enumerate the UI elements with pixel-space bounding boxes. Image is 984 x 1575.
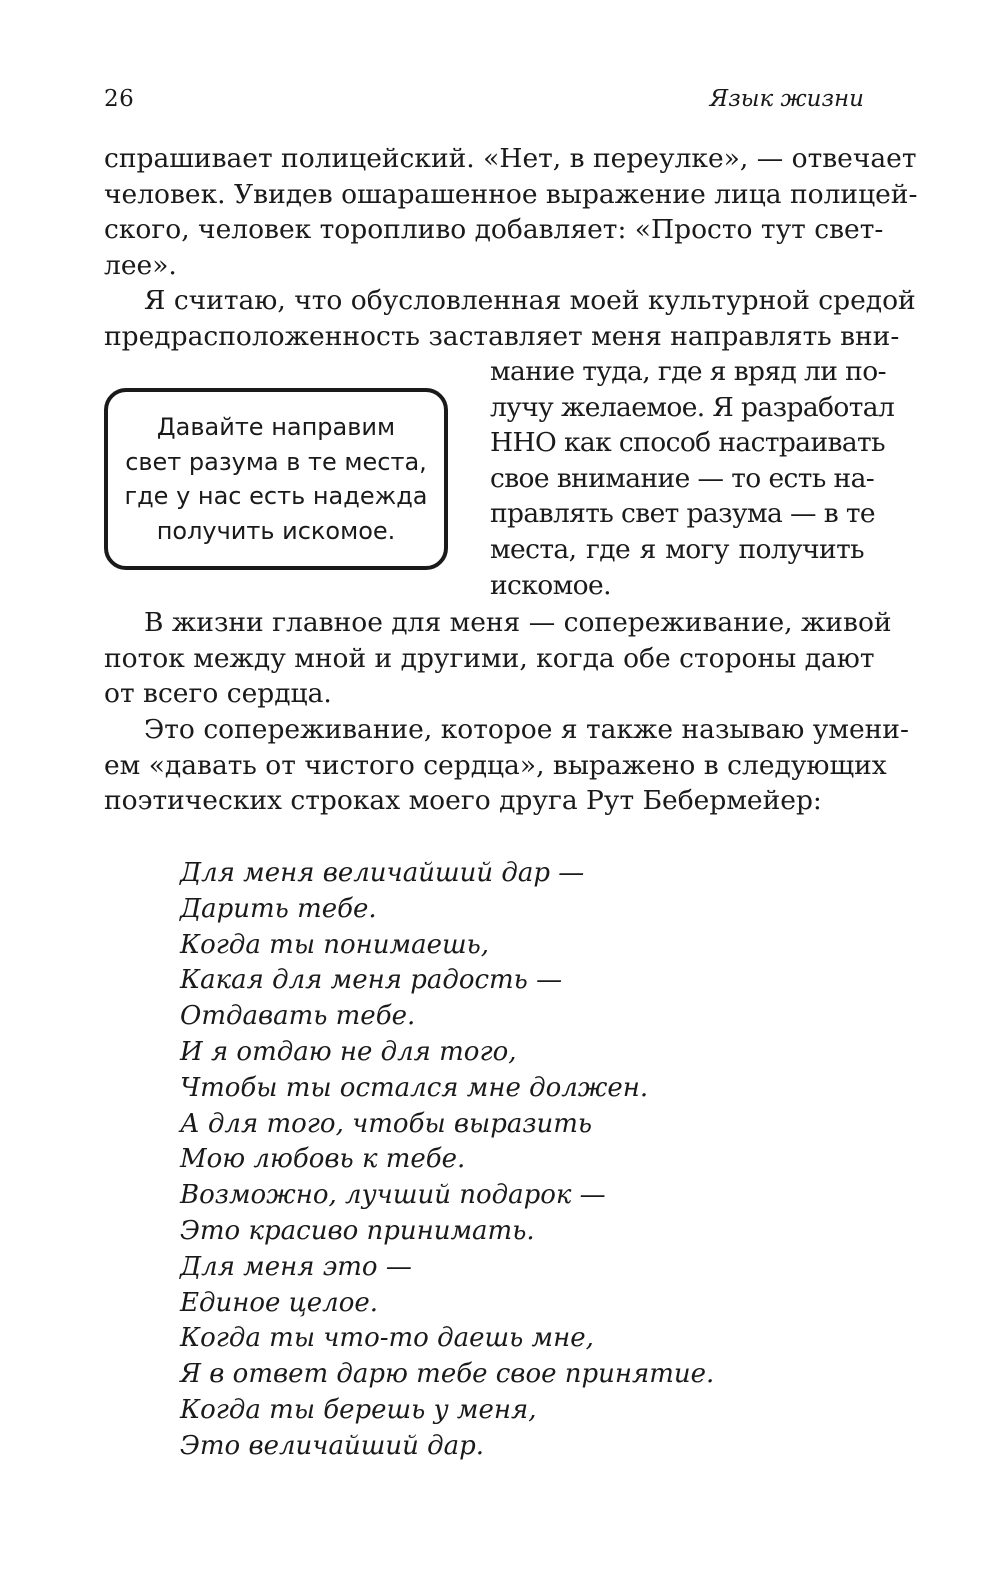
pull-quote-box: [104, 388, 448, 570]
text-line: человек. Увидев ошарашенное выражение лица полицей-: [104, 178, 918, 210]
poem-line: Отдавать тебе.: [180, 1001, 416, 1032]
poem-line: Единое целое.: [180, 1287, 379, 1318]
poem-line: И я отдаю не для того,: [180, 1036, 517, 1067]
text-line: ННО как способ настраивать: [490, 427, 885, 459]
text-line: Я считаю, что обусловленная моей культурной средой: [144, 285, 916, 316]
text-line: В жизни главное для меня — сопереживание, живой: [144, 607, 892, 638]
poem-line: Для меня величайший дар —: [180, 858, 585, 888]
text-line: искомое.: [490, 569, 611, 601]
poem-line: Я в ответ дарю тебе свое принятие.: [180, 1359, 715, 1390]
poem-line: Возможно, лучший подарок —: [180, 1180, 606, 1211]
text-line: правлять свет разума — в те: [490, 498, 875, 530]
poem-line: Мою любовь к тебе.: [180, 1144, 466, 1175]
poem-line: Это красиво принимать.: [180, 1215, 535, 1246]
paragraph-4: [104, 712, 909, 819]
poem-line: Какая для меня радость —: [180, 965, 563, 996]
text-line: места, где я могу получить: [490, 533, 864, 565]
text-line: от всего сердца.: [104, 678, 332, 710]
paragraph-1: [104, 141, 918, 283]
paragraph-2: [104, 283, 916, 354]
poem: [180, 856, 714, 1465]
poem-line: Когда ты понимаешь,: [180, 929, 490, 960]
text-line: Это сопереживание, которое я также называю умени-: [144, 714, 909, 745]
text-line: поэтических строках моего друга Рут Бебермейер:: [104, 785, 822, 817]
pull-quote-line: Давайте направим: [156, 413, 396, 441]
text-line: мание туда, где я вряд ли по-: [490, 356, 886, 387]
text-line: спрашивает полицейский. «Нет, в переулке», — отвечает: [104, 143, 917, 174]
text-line: ем «давать от чистого сердца», выражено в следующих: [104, 749, 887, 781]
text-line: свое внимание — то есть на-: [490, 462, 875, 494]
text-line: предрасположенность заставляет меня направлять вни-: [104, 320, 900, 352]
pull-quote-line: свет разума в те места,: [125, 447, 427, 476]
poem-line: Когда ты берешь у меня,: [180, 1394, 537, 1425]
pull-quote-line: где у нас есть надежда: [124, 482, 428, 510]
paragraph-3: [104, 605, 892, 712]
text-line: лучу желаемое. Я разработал: [490, 391, 895, 423]
text-line: лее».: [104, 249, 177, 281]
page-number: 26: [104, 86, 135, 112]
pull-quote-line: получить искомое.: [156, 516, 396, 545]
page-header: [104, 86, 864, 116]
paragraph-2-wrapped: [490, 354, 895, 603]
poem-line: Когда ты что-то даешь мне,: [180, 1323, 594, 1354]
poem-line: А для того, чтобы выразить: [180, 1108, 593, 1139]
text-line: ского, человек торопливо добавляет: «Просто тут свет-: [104, 214, 884, 246]
poem-line: Для меня это —: [180, 1251, 412, 1282]
poem-line: Чтобы ты остался мне должен.: [180, 1072, 649, 1103]
running-title: Язык жизни: [709, 86, 864, 112]
poem-line: Это величайший дар.: [180, 1430, 484, 1461]
text-line: поток между мной и другими, когда обе стороны дают: [104, 642, 875, 674]
poem-line: Дарить тебе.: [180, 893, 377, 924]
